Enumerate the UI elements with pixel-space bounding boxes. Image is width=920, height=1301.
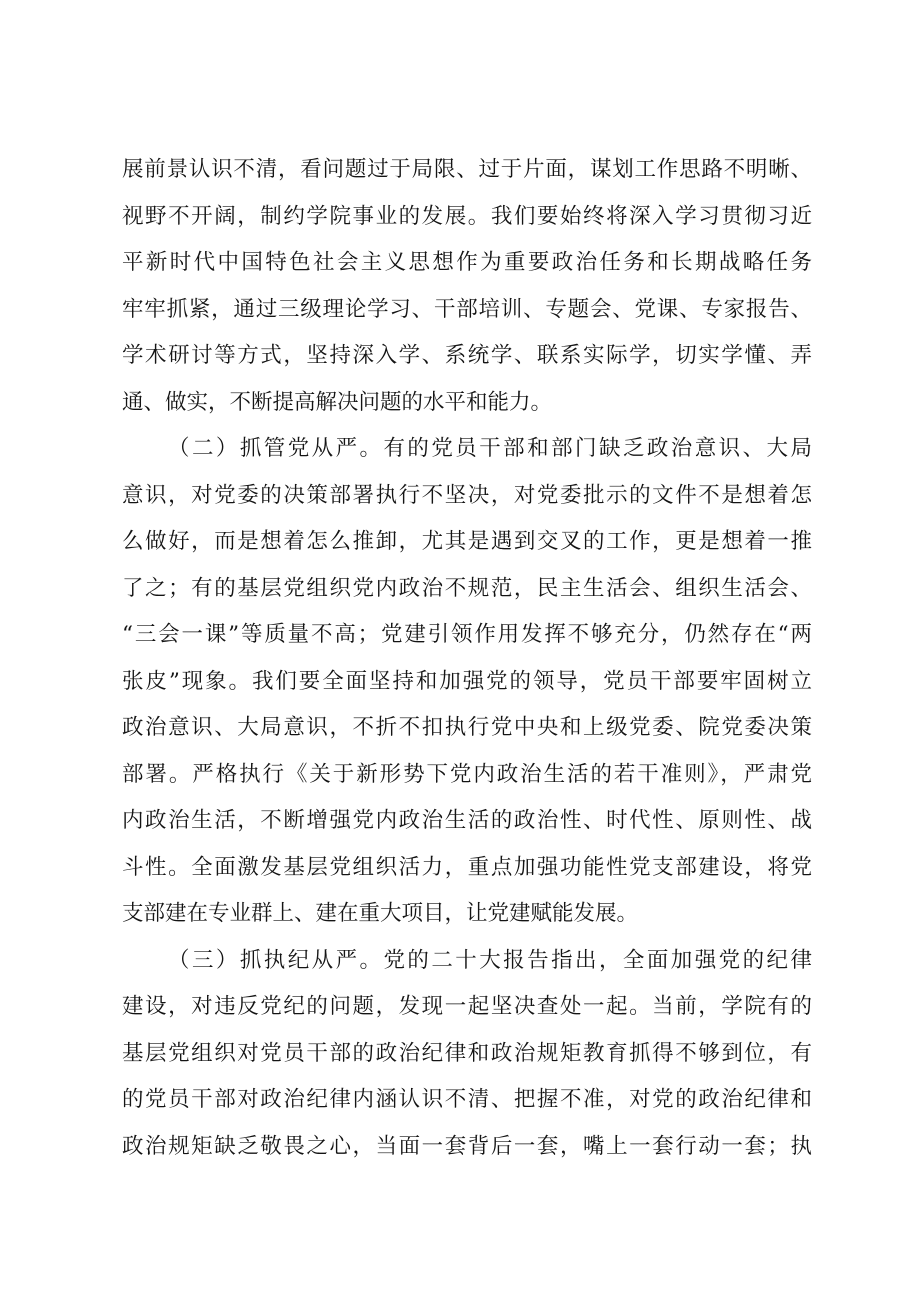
text-line: 通、做实，不断提高解决问题的水平和能力。 (122, 389, 553, 415)
text-line: 内政治生活，不断增强党内政治生活的政治性、时代性、原则性、战 (122, 808, 812, 833)
text-line: 展前景认识不清，看问题过于局限、过于片面，谋划工作思路不明晰、 (122, 157, 812, 182)
text-line: 斗性。全面激发基层党组织活力，重点加强功能性党支部建设，将党 (122, 854, 812, 880)
paragraph-1 (122, 147, 812, 426)
text-line: “三会一课”等质量不高；党建引领作用发挥不够充分，仍然存在“两 (122, 622, 812, 647)
text-line: 基层党组织对党员干部的政治纪律和政治规矩教育抓得不够到位，有 (122, 1040, 812, 1066)
paragraph-heading-line: （三）抓执纪从严。党的二十大报告指出，全面加强党的纪律 (168, 947, 812, 973)
document-body (122, 147, 812, 1170)
text-line: 意识，对党委的决策部署执行不坚决，对党委批示的文件不是想着怎 (122, 482, 812, 508)
text-line: 视野不开阔，制约学院事业的发展。我们要始终将深入学习贯彻习近 (122, 203, 812, 229)
text-line: 支部建在专业群上、建在重大项目，让党建赋能发展。 (122, 901, 639, 926)
text-line: 么做好，而是想着怎么推卸，尤其是遇到交叉的工作，更是想着一推 (122, 529, 812, 554)
text-line: 建设，对违反党纪的问题，发现一起坚决查处一起。当前，学院有的 (122, 994, 812, 1019)
text-line: 平新时代中国特色社会主义思想作为重要政治任务和长期战略任务 (122, 250, 812, 275)
paragraph-2 (122, 426, 812, 938)
text-line: 政治意识、大局意识，不折不扣执行党中央和上级党委、院党委决策 (122, 715, 812, 740)
paragraph-heading-line: （二）抓管党从严。有的党员干部和部门缺乏政治意识、大局 (168, 436, 812, 461)
text-line: 了之；有的基层党组织党内政治不规范，民主生活会、组织生活会、 (122, 575, 812, 601)
text-line: 政治规矩缺乏敬畏之心，当面一套背后一套，嘴上一套行动一套；执 (122, 1133, 812, 1159)
text-line: 学术研讨等方式，坚持深入学、系统学、联系实际学，切实学懂、弄 (122, 343, 812, 368)
text-line: 的党员干部对政治纪律内涵认识不清、把握不准，对党的政治纪律和 (122, 1087, 812, 1112)
paragraph-3 (122, 938, 812, 1171)
text-line: 部署。严格执行《关于新形势下党内政治生活的若干准则》，严肃党 (122, 761, 812, 787)
text-line: 张皮”现象。我们要全面坚持和加强党的领导，党员干部要牢固树立 (122, 668, 812, 694)
text-line: 牢牢抓紧，通过三级理论学习、干部培训、专题会、党课、专家报告、 (122, 296, 812, 322)
